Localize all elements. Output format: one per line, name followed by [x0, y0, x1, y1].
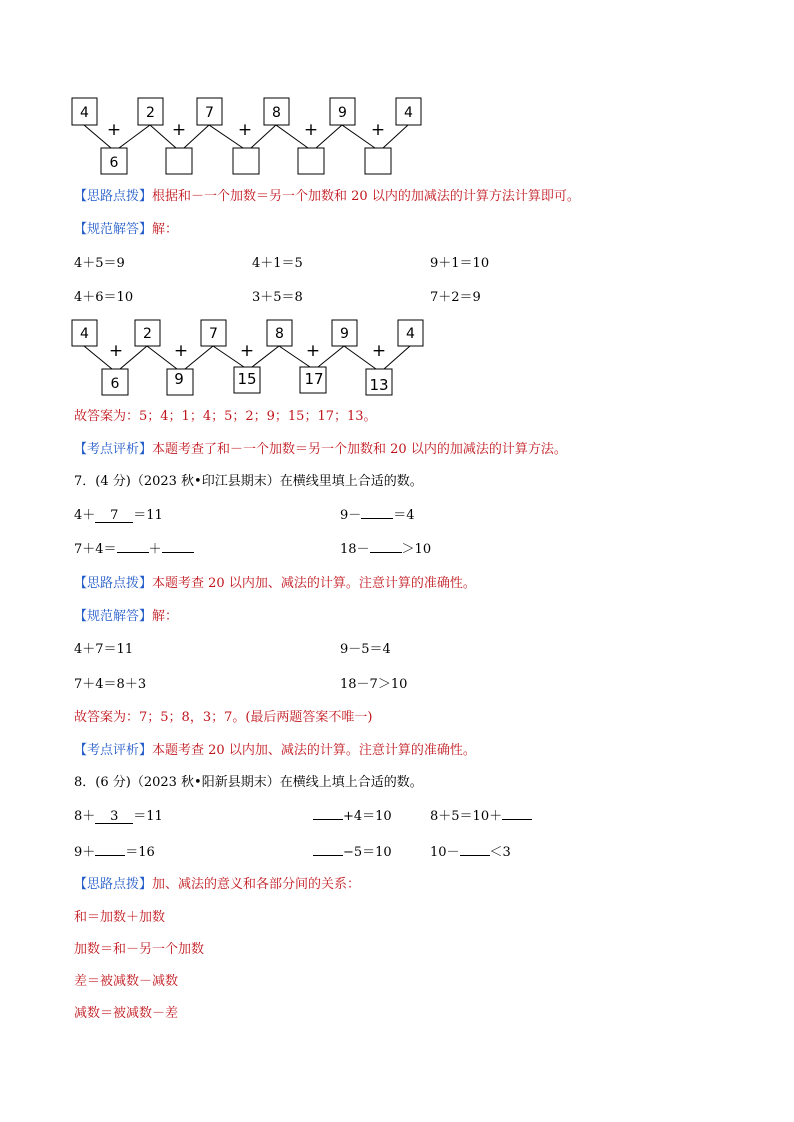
q7-c-mid: ＋: [148, 542, 162, 557]
hint-line: [74, 576, 476, 592]
q8-a-post: ＝11: [133, 809, 163, 824]
number-zigzag-diagram-1: [66, 95, 436, 181]
hint-tag: 【思路点拨】: [74, 189, 153, 204]
q8-f-pre: 10－: [430, 845, 460, 860]
answer-blank[interactable]: [370, 552, 402, 553]
q8-e-post: −5＝10: [343, 845, 392, 860]
hint-line: [74, 877, 360, 893]
bottom-number: 6: [110, 376, 120, 392]
q7-b-pre: 9－: [340, 508, 362, 523]
q8-equation-c: [430, 809, 532, 825]
top-number: 8: [272, 105, 281, 121]
q8-c-pre: 8＋5＝10＋: [430, 809, 503, 824]
plus-sign: +: [370, 120, 386, 140]
q7-b-post: ＝4: [393, 508, 415, 523]
q8-a-pre: 8＋: [74, 809, 96, 824]
top-number: 8: [275, 326, 284, 342]
q8-d-post: ＝16: [125, 845, 155, 860]
answer-line: 故答案为：5；4；1；4；5；2；9；15；17；13。: [74, 409, 377, 424]
top-number: 7: [205, 105, 214, 121]
answer-blank[interactable]: [162, 552, 194, 553]
answer-blank[interactable]: [502, 819, 532, 820]
top-number: 4: [80, 326, 89, 342]
answer-blank[interactable]: [313, 855, 343, 856]
equation: 4＋7＝11: [74, 642, 134, 657]
equation: 4＋1＝5: [252, 256, 303, 271]
hint-tag: 【思路点拨】: [74, 576, 153, 591]
q8-equation-e: [313, 845, 392, 861]
equation: 9－5＝4: [340, 642, 391, 657]
review-text: 本题考查了和－一个加数＝另一个加数和 20 以内的加减法的计算方法。: [152, 442, 567, 457]
solution-text: 解：: [152, 609, 179, 624]
equation: 9＋1＝10: [430, 256, 490, 271]
plus-sign: +: [371, 341, 387, 361]
handwritten-answer: 17: [304, 370, 324, 388]
q7-equation-a: [74, 508, 163, 524]
relation-line: 和＝加数＋加数: [74, 910, 166, 925]
q8-equation-d: [74, 845, 155, 861]
plus-sign: +: [303, 120, 319, 140]
solution-tag: 【规范解答】: [74, 609, 153, 624]
top-number: 7: [209, 326, 218, 342]
handwritten-answer: 13: [369, 376, 389, 394]
q7-c-pre: 7＋4＝: [74, 542, 117, 557]
plus-sign: +: [171, 120, 187, 140]
q8-equation-f: [430, 845, 511, 861]
equation: 18－7＞10: [340, 677, 408, 692]
review-line: [74, 442, 567, 458]
hint-text: 本题考查 20 以内加、减法的计算。注意计算的准确性。: [152, 576, 476, 591]
top-number: 9: [340, 326, 349, 342]
relation-line: 加数＝和－另一个加数: [74, 942, 205, 957]
top-number: 4: [80, 105, 89, 121]
question-8-title: 8．(6 分)（2023 秋•阳新县期末）在横线上填上合适的数。: [74, 775, 423, 790]
plus-sign: +: [239, 341, 255, 361]
handwritten-answer: 15: [237, 370, 257, 388]
number-zigzag-diagram-2: [66, 317, 436, 399]
answer-line: 故答案为：7；5；8，3；7。(最后两题答案不唯一): [74, 710, 373, 725]
q7-equation-d: [340, 542, 431, 558]
equation: 7＋4＝8＋3: [74, 677, 147, 692]
top-number: 2: [143, 326, 152, 342]
review-tag: 【考点评析】: [74, 442, 153, 457]
top-number: 2: [146, 105, 155, 121]
solution-line: [74, 609, 178, 625]
q7-equation-b: [340, 508, 415, 524]
top-number: 4: [406, 326, 415, 342]
q8-b-post: +4＝10: [343, 809, 392, 824]
answer-blank[interactable]: 7: [95, 509, 133, 523]
handwritten-answer: 9: [174, 370, 184, 388]
bottom-number: 6: [109, 155, 119, 171]
hint-text: 加、减法的意义和各部分间的关系：: [152, 877, 361, 892]
q7-d-post: ＞10: [401, 542, 432, 557]
q7-a-post: ＝11: [133, 508, 163, 523]
relation-line: 减数＝被减数－差: [74, 1006, 179, 1021]
plus-sign: +: [237, 120, 253, 140]
plus-sign: +: [108, 341, 124, 361]
answer-blank[interactable]: 3: [95, 810, 133, 824]
equation: 3＋5＝8: [252, 290, 303, 305]
q8-f-post: ＜3: [489, 845, 511, 860]
q8-equation-a: [74, 809, 163, 825]
solution-tag: 【规范解答】: [74, 222, 153, 237]
hint-tag: 【思路点拨】: [74, 877, 153, 892]
q8-equation-b: [313, 809, 392, 825]
q7-a-pre: 4＋: [74, 508, 96, 523]
q8-d-pre: 9＋: [74, 845, 96, 860]
plus-sign: +: [106, 120, 122, 140]
review-tag: 【考点评析】: [74, 743, 153, 758]
answer-blank[interactable]: [361, 518, 393, 519]
review-line: [74, 743, 476, 759]
solution-line: [74, 222, 178, 238]
answer-blank[interactable]: [313, 819, 343, 820]
q7-d-pre: 18－: [340, 542, 370, 557]
plus-sign: +: [305, 341, 321, 361]
equation: 4＋5＝9: [74, 256, 125, 271]
top-number: 4: [404, 105, 413, 121]
answer-blank[interactable]: [460, 855, 490, 856]
answer-blank[interactable]: [95, 855, 125, 856]
review-text: 本题考查 20 以内加、减法的计算。注意计算的准确性。: [152, 743, 476, 758]
question-7-title: 7．(4 分)（2023 秋•印江县期末）在横线里填上合适的数。: [74, 474, 423, 489]
hint-line: [74, 189, 580, 205]
answer-blank[interactable]: [117, 552, 149, 553]
equation: 4＋6＝10: [74, 290, 134, 305]
top-number: 9: [338, 105, 347, 121]
hint-text: 根据和－一个加数＝另一个加数和 20 以内的加减法的计算方法计算即可。: [152, 189, 580, 204]
equation: 7＋2＝9: [430, 290, 481, 305]
plus-sign: +: [173, 341, 189, 361]
solution-text: 解：: [152, 222, 179, 237]
relation-line: 差＝被减数－减数: [74, 974, 179, 989]
q7-equation-c: [74, 542, 194, 558]
